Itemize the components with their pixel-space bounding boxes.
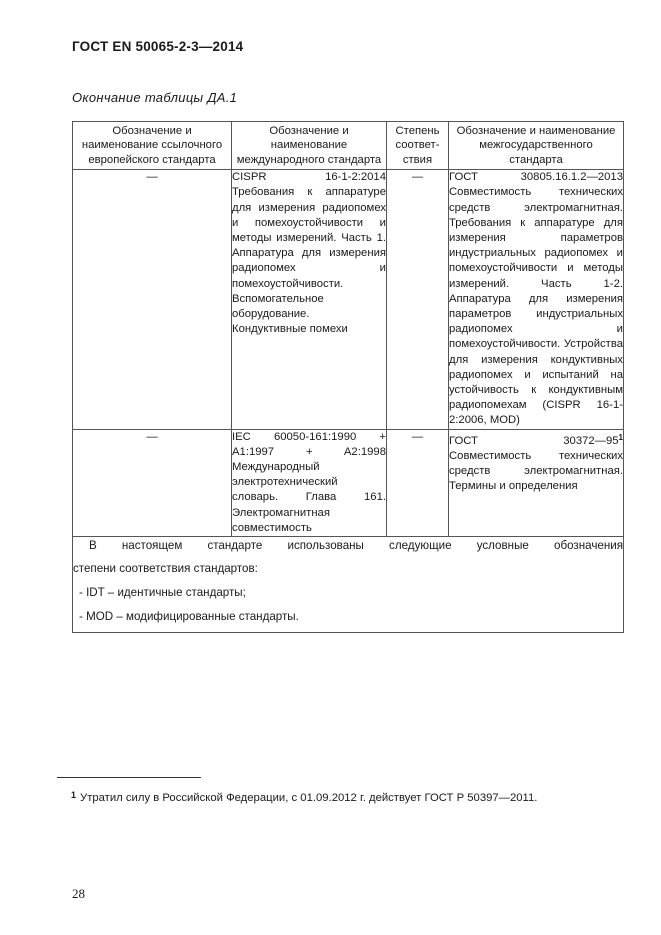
list-item: - MOD – модифицированные стандарты. bbox=[79, 610, 299, 624]
cell-degree: — bbox=[387, 429, 449, 536]
col-header-european: Обозначение и наименование ссылочного европейского стандарта bbox=[73, 122, 232, 170]
cell-european: — bbox=[73, 429, 232, 536]
footnote-separator bbox=[57, 777, 201, 778]
table-row bbox=[73, 170, 624, 429]
list-item: - IDT – идентичные стандарты; bbox=[79, 586, 246, 600]
reference-standards-table bbox=[72, 121, 624, 633]
col-header-international: Обозначение и наименование международного стандарта bbox=[232, 122, 387, 170]
interstate-title: Совместимость технических средств электромагнитная. Термины и определения bbox=[449, 449, 623, 493]
note-list bbox=[73, 584, 623, 625]
table-note-row bbox=[73, 537, 624, 633]
cell-degree: — bbox=[387, 170, 449, 429]
interstate-code: ГОСТ 30372—95 bbox=[449, 434, 619, 447]
table-note bbox=[73, 537, 624, 633]
table-caption: Окончание таблицы ДА.1 bbox=[72, 90, 238, 105]
note-line-2: степени соответствия стандартов: bbox=[73, 562, 258, 576]
cell-interstate bbox=[449, 429, 624, 536]
page-number: 28 bbox=[72, 886, 85, 901]
document-code-header: ГОСТ EN 50065-2-3—2014 bbox=[72, 39, 244, 54]
footnote-marker: 1 bbox=[71, 790, 77, 800]
cell-international: CISPR 16-1-2:2014 Требования к аппаратуре для измерения радиопомех и помехоустойчивости и методы измерений. Часть 1. Аппаратура для измерения радиопомех и помехоустойчивости. Вспомогательное оборудование. Кондуктивные помехи bbox=[232, 170, 387, 429]
cell-interstate: ГОСТ 30805.16.1.2—2013 Совместимость технических средств электромагнитная. Требования к аппаратуре для измерения параметров индустриальных радиопомех и помехоустойчивости и методы измерений. Часть 1-2. Аппаратура для измерения параметров индустриальных радиопомех и помехоустойчивости. Устройства для измерения кондуктивных радиопомех и испытаний на устойчивость к кондуктивным радиопомехам (CISPR 16-1-2:2006, MOD) bbox=[449, 170, 624, 429]
col-header-interstate: Обозначение и наименование межгосударственного стандарта bbox=[449, 122, 624, 170]
footnote-ref: 1 bbox=[618, 432, 623, 442]
cell-european: — bbox=[73, 170, 232, 429]
col-header-degree: Степень соответ-ствия bbox=[387, 122, 449, 170]
footnote bbox=[71, 790, 537, 804]
table-header-row bbox=[73, 122, 624, 170]
table-row bbox=[73, 429, 624, 536]
footnote-text: Утратил силу в Российской Федерации, с 01.09.2012 г. действует ГОСТ Р 50397—2011. bbox=[80, 792, 538, 804]
note-line-1: В настоящем стандарте использованы следующие условные обозначения bbox=[89, 539, 623, 553]
cell-international: IEC 60050-161:1990 + A1:1997 + A2:1998 Международный электротехнический словарь. Глава 161. Электромагнитная совместимость bbox=[232, 429, 387, 536]
